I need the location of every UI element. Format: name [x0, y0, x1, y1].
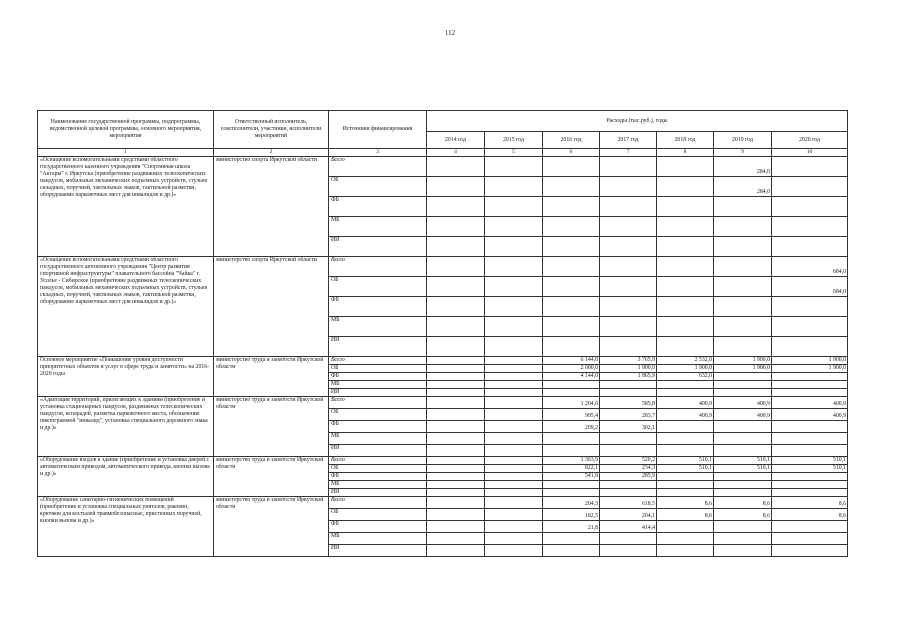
funding-source: Всего — [329, 357, 427, 365]
expense-value: 8,6 — [772, 509, 848, 521]
expense-value — [657, 317, 714, 337]
expense-value: 684,0 — [772, 277, 848, 297]
expense-value — [657, 473, 714, 481]
expense-value — [427, 365, 485, 373]
expense-value — [543, 237, 600, 257]
col-number: 7 — [600, 149, 657, 157]
expense-value — [485, 481, 543, 489]
expense-value: 414,4 — [600, 521, 657, 533]
funding-source: ИИ — [329, 389, 427, 397]
expense-value: 632,0 — [657, 373, 714, 381]
expense-value — [600, 157, 657, 177]
expense-value — [427, 457, 485, 465]
expense-value: 995,4 — [543, 409, 600, 421]
expense-value: 6 144,0 — [543, 357, 600, 365]
expense-value: 510,1 — [714, 457, 772, 465]
expense-value — [543, 297, 600, 317]
funding-source: МБ — [329, 317, 427, 337]
expense-value — [427, 409, 485, 421]
expense-value — [772, 177, 848, 197]
expense-value: 510,1 — [772, 465, 848, 473]
expense-value: 585,8 — [600, 397, 657, 409]
budget-table — [37, 110, 848, 557]
col-number: 5 — [485, 149, 543, 157]
expense-value — [427, 277, 485, 297]
header-executor: Ответственный исполнитель, соисполнители, участники, исполнители мероприятий — [214, 111, 329, 149]
expense-value: 8,6 — [714, 497, 772, 509]
expense-value — [714, 373, 772, 381]
expense-value — [427, 177, 485, 197]
expense-value: 1 900,0 — [600, 365, 657, 373]
expense-value — [485, 489, 543, 497]
expense-value — [714, 257, 772, 277]
header-year: 2014 год — [427, 132, 485, 149]
expense-value — [485, 317, 543, 337]
expense-value: 2 532,0 — [657, 357, 714, 365]
expense-value: 234,3 — [600, 465, 657, 473]
funding-source: ФБ — [329, 197, 427, 217]
expense-value: 204,1 — [600, 509, 657, 521]
expense-value — [772, 217, 848, 237]
activity-name: Основное мероприятие «Повышение уровня доступности приоритетных объектов и услуг в сфере труда и занятости» на 2016-2020 годы — [38, 357, 214, 397]
expense-value — [427, 237, 485, 257]
table-body — [38, 157, 848, 557]
expense-value — [427, 521, 485, 533]
expense-value — [772, 421, 848, 433]
expense-value — [485, 545, 543, 557]
executor-name: министерство труда и занятости Иркутской области — [214, 457, 329, 497]
funding-source: ОБ — [329, 365, 427, 373]
expense-value — [427, 373, 485, 381]
expense-value: 3 765,9 — [600, 357, 657, 365]
expense-value: 1 363,9 — [543, 457, 600, 465]
expense-value — [427, 357, 485, 365]
expense-value — [657, 157, 714, 177]
expense-value — [427, 433, 485, 445]
expense-value — [657, 489, 714, 497]
expense-value: 1 900,0 — [772, 357, 848, 365]
expense-value — [600, 317, 657, 337]
expense-value — [772, 445, 848, 457]
expense-value — [427, 157, 485, 177]
expense-value: 520,2 — [600, 457, 657, 465]
executor-name: министерство труда и занятости Иркутской области — [214, 497, 329, 557]
expense-value: 8,6 — [714, 509, 772, 521]
expense-value — [427, 217, 485, 237]
expense-value — [714, 381, 772, 389]
funding-source: ИИ — [329, 337, 427, 357]
expense-value — [772, 157, 848, 177]
funding-source: Всего — [329, 397, 427, 409]
expense-value — [657, 257, 714, 277]
expense-value — [543, 489, 600, 497]
expense-value — [772, 473, 848, 481]
expense-value — [657, 421, 714, 433]
expense-value — [772, 197, 848, 217]
expense-value — [600, 197, 657, 217]
expense-value — [600, 445, 657, 457]
expense-value: 400,9 — [657, 397, 714, 409]
header-source: Источники финансирования — [329, 111, 427, 149]
header-year: 2020 год — [772, 132, 848, 149]
expense-value — [543, 533, 600, 545]
expense-value — [427, 257, 485, 277]
expense-value — [485, 465, 543, 473]
expense-value — [657, 197, 714, 217]
expense-value: 541,8 — [543, 473, 600, 481]
expense-value: 283,7 — [600, 409, 657, 421]
expense-value — [657, 297, 714, 317]
expense-value: 285,9 — [600, 473, 657, 481]
table-row — [38, 397, 848, 409]
expense-value — [600, 217, 657, 237]
expense-value: 2 000,0 — [543, 365, 600, 373]
expense-value — [543, 389, 600, 397]
expense-value — [657, 521, 714, 533]
expense-value — [600, 389, 657, 397]
expense-value — [772, 297, 848, 317]
funding-source: МБ — [329, 381, 427, 389]
expense-value — [485, 197, 543, 217]
expense-value: 510,1 — [657, 465, 714, 473]
expense-value — [714, 337, 772, 357]
expense-value — [772, 545, 848, 557]
funding-source: ФБ — [329, 473, 427, 481]
activity-name: «Адаптация территорий, прилегающих к зданиям (приобретение и установка стационарных пандусов, раздвижных телескопических пандусов, вспарадей, разметка парковочного места, обозначение пиктограммой "инвалид", установка специального дорожного знака и др.)» — [38, 397, 214, 457]
expense-value — [427, 533, 485, 545]
funding-source: ОБ — [329, 465, 427, 473]
expense-value — [772, 433, 848, 445]
expense-value — [485, 237, 543, 257]
executor-name: министерство труда и занятости Иркутской области — [214, 357, 329, 397]
expense-value: 1 204,6 — [543, 397, 600, 409]
expense-value — [714, 433, 772, 445]
funding-source: МБ — [329, 533, 427, 545]
header-year: 2016 год — [543, 132, 600, 149]
header-year: 2018 год — [657, 132, 714, 149]
expense-value: 684,0 — [772, 257, 848, 277]
expense-value: 8,6 — [772, 497, 848, 509]
expense-value — [772, 389, 848, 397]
expense-value — [657, 277, 714, 297]
expense-value — [600, 489, 657, 497]
expense-value: 8,6 — [657, 497, 714, 509]
expense-value — [714, 277, 772, 297]
executor-name: министерство труда и занятости Иркутской области — [214, 397, 329, 457]
expense-value — [714, 317, 772, 337]
col-number: 9 — [714, 149, 772, 157]
expense-value — [427, 197, 485, 217]
expense-value — [427, 481, 485, 489]
expense-value: 284,0 — [714, 157, 772, 177]
activity-name: «Оснащение вспомогательными средствами областного государственного автономного учреждения "Центр развития спортивной инфраструктуры" плавательного бассейна "Чайка" г. Усолье - Сибирское (приобретение раздвижных телескопических пандусов, мобильных механических подъемных устройств, стульев складных, поручней, тактильных знаков, тактильной разметки, оборудование парковочных мест для инвалидов и др.)» — [38, 257, 214, 357]
expense-value — [600, 177, 657, 197]
col-number: 3 — [329, 149, 427, 157]
expense-value — [543, 317, 600, 337]
expense-value — [485, 497, 543, 509]
col-number: 8 — [657, 149, 714, 157]
expense-value — [657, 381, 714, 389]
expense-value: 510,1 — [657, 457, 714, 465]
expense-value — [600, 533, 657, 545]
funding-source: ОБ — [329, 177, 427, 197]
expense-value — [714, 473, 772, 481]
expense-value — [772, 237, 848, 257]
funding-source: Всего — [329, 257, 427, 277]
funding-source: ФБ — [329, 373, 427, 381]
expense-value — [714, 389, 772, 397]
expense-value — [714, 489, 772, 497]
expense-value — [427, 545, 485, 557]
expense-value: 21,8 — [543, 521, 600, 533]
expense-value — [657, 433, 714, 445]
header-year: 2015 год — [485, 132, 543, 149]
expense-value: 284,0 — [714, 177, 772, 197]
funding-source: ИИ — [329, 237, 427, 257]
activity-name: «Оборудование санитарно-гигиенических помещений (приобретение и установка специальных унитазов, раковин, крючков для костылей травмобезопасные, пристенных поручней, кнопки вызова и др.)» — [38, 497, 214, 557]
expense-value — [600, 297, 657, 317]
expense-value — [657, 445, 714, 457]
expense-value — [600, 433, 657, 445]
expense-value: 510,1 — [714, 465, 772, 473]
expense-value — [714, 445, 772, 457]
activity-name: «Оборудование входов в здание (приобретение и установка дверей с автоматическим приводом, автоматического привода, кнопки вызова и др.)» — [38, 457, 214, 497]
funding-source: ОБ — [329, 277, 427, 297]
expense-value: 204,3 — [543, 497, 600, 509]
expense-value — [657, 481, 714, 489]
expense-value — [600, 237, 657, 257]
expense-value — [485, 157, 543, 177]
expense-value — [600, 257, 657, 277]
expense-value: 822,1 — [543, 465, 600, 473]
header-name: Наименование государственной программы, подпрограммы, ведомственной целевой программы, основного мероприятия, мероприятия — [38, 111, 214, 149]
col-number: 1 — [38, 149, 214, 157]
expense-value — [772, 489, 848, 497]
expense-value — [543, 157, 600, 177]
expense-value — [427, 421, 485, 433]
expense-value: 1 900,0 — [772, 365, 848, 373]
expense-value — [485, 521, 543, 533]
executor-name: министерство спорта Иркутской области — [214, 257, 329, 357]
expense-value — [485, 277, 543, 297]
col-number: 10 — [772, 149, 848, 157]
expense-value: 400,9 — [772, 409, 848, 421]
funding-source: ФБ — [329, 521, 427, 533]
expense-value — [772, 521, 848, 533]
expense-value — [485, 373, 543, 381]
expense-value — [485, 409, 543, 421]
expense-value: 400,9 — [714, 397, 772, 409]
expense-value — [427, 465, 485, 473]
expense-value — [427, 297, 485, 317]
expense-value: 618,5 — [600, 497, 657, 509]
expense-value — [657, 177, 714, 197]
executor-name: министерство спорта Иркутской области — [214, 157, 329, 257]
expense-value: 302,1 — [600, 421, 657, 433]
funding-source: МБ — [329, 433, 427, 445]
col-number: 4 — [427, 149, 485, 157]
expense-value — [772, 481, 848, 489]
expense-value — [600, 545, 657, 557]
expense-value — [600, 277, 657, 297]
expense-value — [485, 509, 543, 521]
funding-source: МБ — [329, 217, 427, 237]
expense-value — [485, 217, 543, 237]
expense-value — [485, 381, 543, 389]
expense-value — [714, 237, 772, 257]
expense-value — [427, 509, 485, 521]
expense-value — [772, 533, 848, 545]
funding-source: МБ — [329, 481, 427, 489]
funding-source: ИИ — [329, 445, 427, 457]
funding-source: ОБ — [329, 409, 427, 421]
funding-source: ФБ — [329, 297, 427, 317]
expense-value — [657, 545, 714, 557]
funding-source: Всего — [329, 457, 427, 465]
expense-value — [543, 197, 600, 217]
expense-value — [600, 481, 657, 489]
expense-value — [657, 389, 714, 397]
expense-value — [772, 337, 848, 357]
expense-value — [600, 337, 657, 357]
expense-value: 209,2 — [543, 421, 600, 433]
expense-value — [772, 317, 848, 337]
expense-value — [657, 533, 714, 545]
expense-value — [485, 457, 543, 465]
expense-value — [714, 297, 772, 317]
expense-value: 510,1 — [772, 457, 848, 465]
expense-value — [485, 533, 543, 545]
expense-value — [772, 373, 848, 381]
expense-value — [543, 545, 600, 557]
table-row — [38, 257, 848, 277]
funding-source: ИИ — [329, 545, 427, 557]
expense-value: 400,9 — [714, 409, 772, 421]
expense-value — [543, 337, 600, 357]
expense-value — [485, 445, 543, 457]
expense-value — [714, 481, 772, 489]
header-year: 2017 год — [600, 132, 657, 149]
expense-value — [485, 297, 543, 317]
funding-source: Всего — [329, 497, 427, 509]
funding-source: Всего — [329, 157, 427, 177]
expense-value: 400,9 — [772, 397, 848, 409]
expense-value: 4 144,0 — [543, 373, 600, 381]
expense-value: 1 900,0 — [657, 365, 714, 373]
table-row — [38, 357, 848, 365]
expense-value — [543, 177, 600, 197]
expense-value: 1 900,0 — [714, 357, 772, 365]
expense-value — [427, 489, 485, 497]
expense-value — [485, 389, 543, 397]
expense-value — [427, 473, 485, 481]
expense-value: 8,6 — [657, 509, 714, 521]
expense-value — [714, 197, 772, 217]
expense-value: 1 865,9 — [600, 373, 657, 381]
expense-value — [657, 217, 714, 237]
expense-value: 1 900,0 — [714, 365, 772, 373]
expense-value — [427, 337, 485, 357]
expense-value — [427, 389, 485, 397]
expense-value — [543, 277, 600, 297]
expense-value — [427, 381, 485, 389]
table-row — [38, 157, 848, 177]
expense-value: 182,5 — [543, 509, 600, 521]
expense-value — [543, 445, 600, 457]
expense-value — [485, 473, 543, 481]
expense-value — [714, 533, 772, 545]
expense-value — [485, 357, 543, 365]
expense-value — [485, 337, 543, 357]
header-expenses: Расходы (тыс.руб.), годы — [427, 111, 848, 132]
expense-value — [427, 445, 485, 457]
activity-name: «Оснащение вспомогательными средствами областного государственного казенного учреждения "Спортивная школа "Ангары" г. Иркутска (приобретение раздвижных телескопических пандусов, мобильных механических подъемных устройств, стульев складных, поручней, тактильных знаков, тактильной разметки, оборудование парковочных мест для инвалидов и др.)» — [38, 157, 214, 257]
expense-value — [427, 397, 485, 409]
col-number: 2 — [214, 149, 329, 157]
expense-value — [714, 521, 772, 533]
expense-value — [543, 257, 600, 277]
expense-value — [657, 237, 714, 257]
expense-value — [485, 397, 543, 409]
expense-value — [772, 381, 848, 389]
expense-value — [543, 433, 600, 445]
expense-value — [485, 433, 543, 445]
expense-value — [427, 497, 485, 509]
table-row — [38, 497, 848, 509]
expense-value — [714, 217, 772, 237]
expense-value — [485, 257, 543, 277]
expense-value — [485, 177, 543, 197]
expense-value — [485, 421, 543, 433]
expense-value — [427, 317, 485, 337]
expense-value — [543, 217, 600, 237]
header-year: 2019 год — [714, 132, 772, 149]
funding-source: ОБ — [329, 509, 427, 521]
table-row — [38, 457, 848, 465]
page-number: 112 — [444, 29, 456, 37]
expense-value — [543, 381, 600, 389]
col-number: 6 — [543, 149, 600, 157]
expense-value — [657, 337, 714, 357]
expense-value — [543, 481, 600, 489]
expense-value — [714, 421, 772, 433]
funding-source: ФБ — [329, 421, 427, 433]
expense-value — [714, 545, 772, 557]
expense-value — [600, 381, 657, 389]
funding-source: ИИ — [329, 489, 427, 497]
expense-value — [485, 365, 543, 373]
expense-value: 400,9 — [657, 409, 714, 421]
